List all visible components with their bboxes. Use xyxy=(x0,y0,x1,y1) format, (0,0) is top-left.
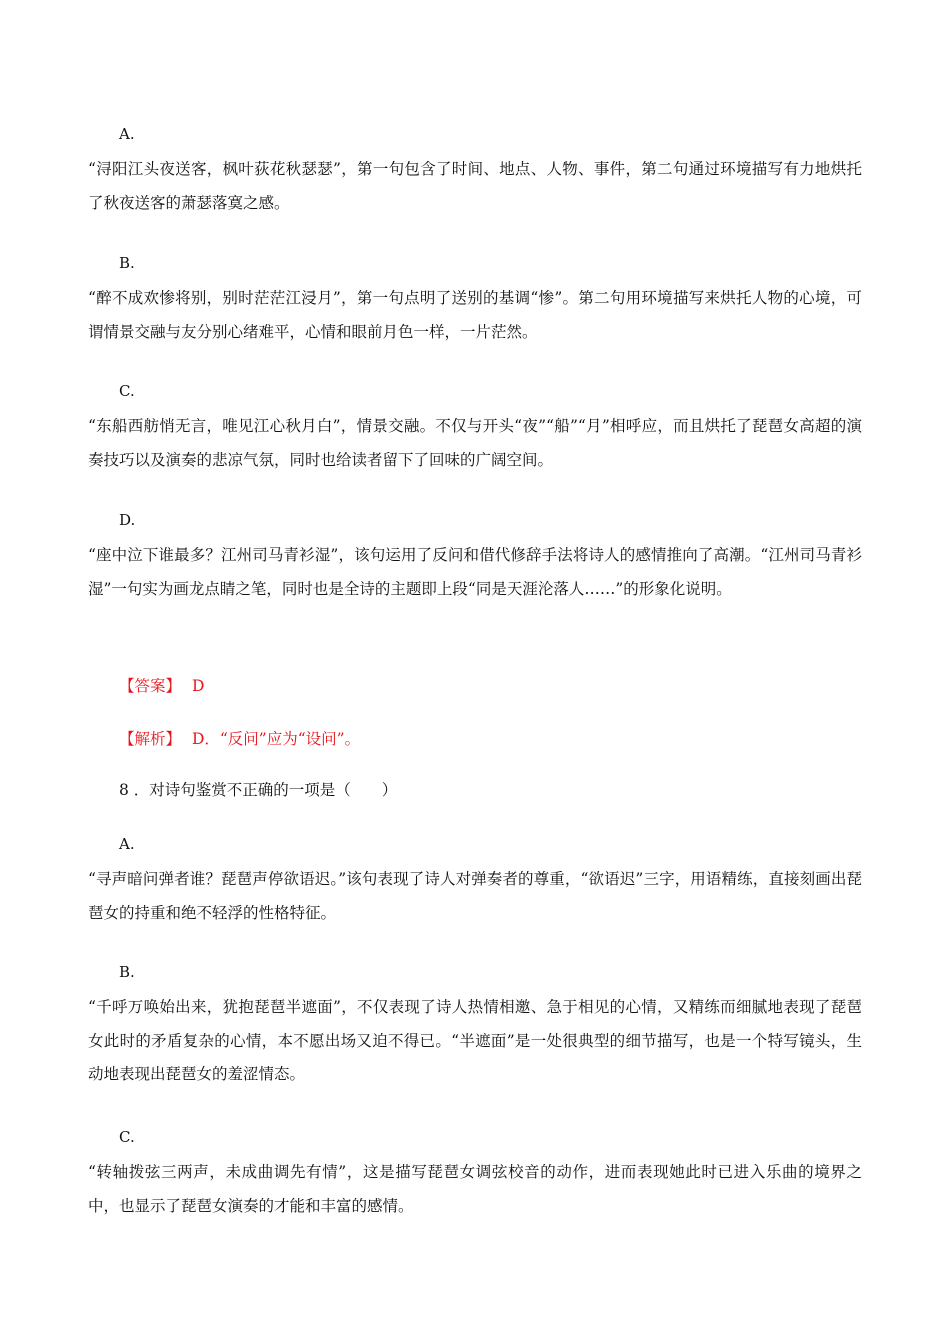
q7-option-a-label: A. xyxy=(119,125,135,143)
q7-option-b-text: “醉不成欢惨将别，别时茫茫江浸月”，第一句点明了送别的基调“惨”。第二句用环境描写来烘托人物的心境，可谓情景交融与友分别心绪难平，心情和眼前月色一样，一片茫然。 xyxy=(88,289,862,341)
q7-option-d-text: “座中泣下谁最多？江州司马青衫湿”，该句运用了反问和借代修辞手法将诗人的感情推向了高潮。“江州司马青衫湿”一句实为画龙点睛之笔，同时也是全诗的主题即上段“同是天涯沦落人……”的形象化说明。 xyxy=(88,546,862,598)
q8-option-a-label: A. xyxy=(119,835,135,853)
q7-answer-line xyxy=(119,676,204,696)
q8-option-c-label: C. xyxy=(119,1128,135,1146)
q8-option-a-text: “寻声暗问弹者谁？琵琶声停欲语迟。”该句表现了诗人对弹奏者的尊重，“欲语迟”三字，用语精练，直接刻画出琵琶女的持重和绝不轻浮的性格特征。 xyxy=(88,870,862,922)
answer-value: D xyxy=(191,677,205,695)
q8-stem: 8 ．对诗句鉴赏不正确的一项是（ ） xyxy=(119,781,398,799)
q7-option-b-label: B. xyxy=(119,254,135,272)
q7-option-d-label: D. xyxy=(119,511,136,529)
analysis-text: D．“反问”应为“设问”。 xyxy=(191,730,361,748)
q7-option-c-label: C. xyxy=(119,382,135,400)
q8-option-b-text: “千呼万唤始出来，犹抱琵琶半遮面”，不仅表现了诗人热情相邀、急于相见的心情，又精练而细腻地表现了琵琶女此时的矛盾复杂的心情，本不愿出场又迫不得已。“半遮面”是一处很典型的细节描写，也是一个特写镜头，生动地表现出琵琶女的羞涩情态。 xyxy=(88,998,862,1083)
q7-option-a-text: “浔阳江头夜送客，枫叶荻花秋瑟瑟”，第一句包含了时间、地点、人物、事件，第二句通过环境描写有力地烘托了秋夜送客的萧瑟落寞之感。 xyxy=(88,160,862,212)
q8-option-b-label: B. xyxy=(119,963,135,981)
q7-analysis-line xyxy=(119,729,360,749)
analysis-tag: 【解析】 xyxy=(119,730,182,748)
q7-option-c-text: “东船西舫悄无言，唯见江心秋月白”，情景交融。不仅与开头“夜”“船”“月”相呼应，而且烘托了琵琶女高超的演奏技巧以及演奏的悲凉气氛，同时也给读者留下了回味的广阔空间。 xyxy=(88,417,862,469)
answer-tag: 【答案】 xyxy=(119,677,182,695)
q8-option-c-text: “转轴拨弦三两声，未成曲调先有情”，这是描写琵琶女调弦校音的动作，进而表现她此时已进入乐曲的境界之中，也显示了琵琶女演奏的才能和丰富的感情。 xyxy=(88,1163,862,1215)
